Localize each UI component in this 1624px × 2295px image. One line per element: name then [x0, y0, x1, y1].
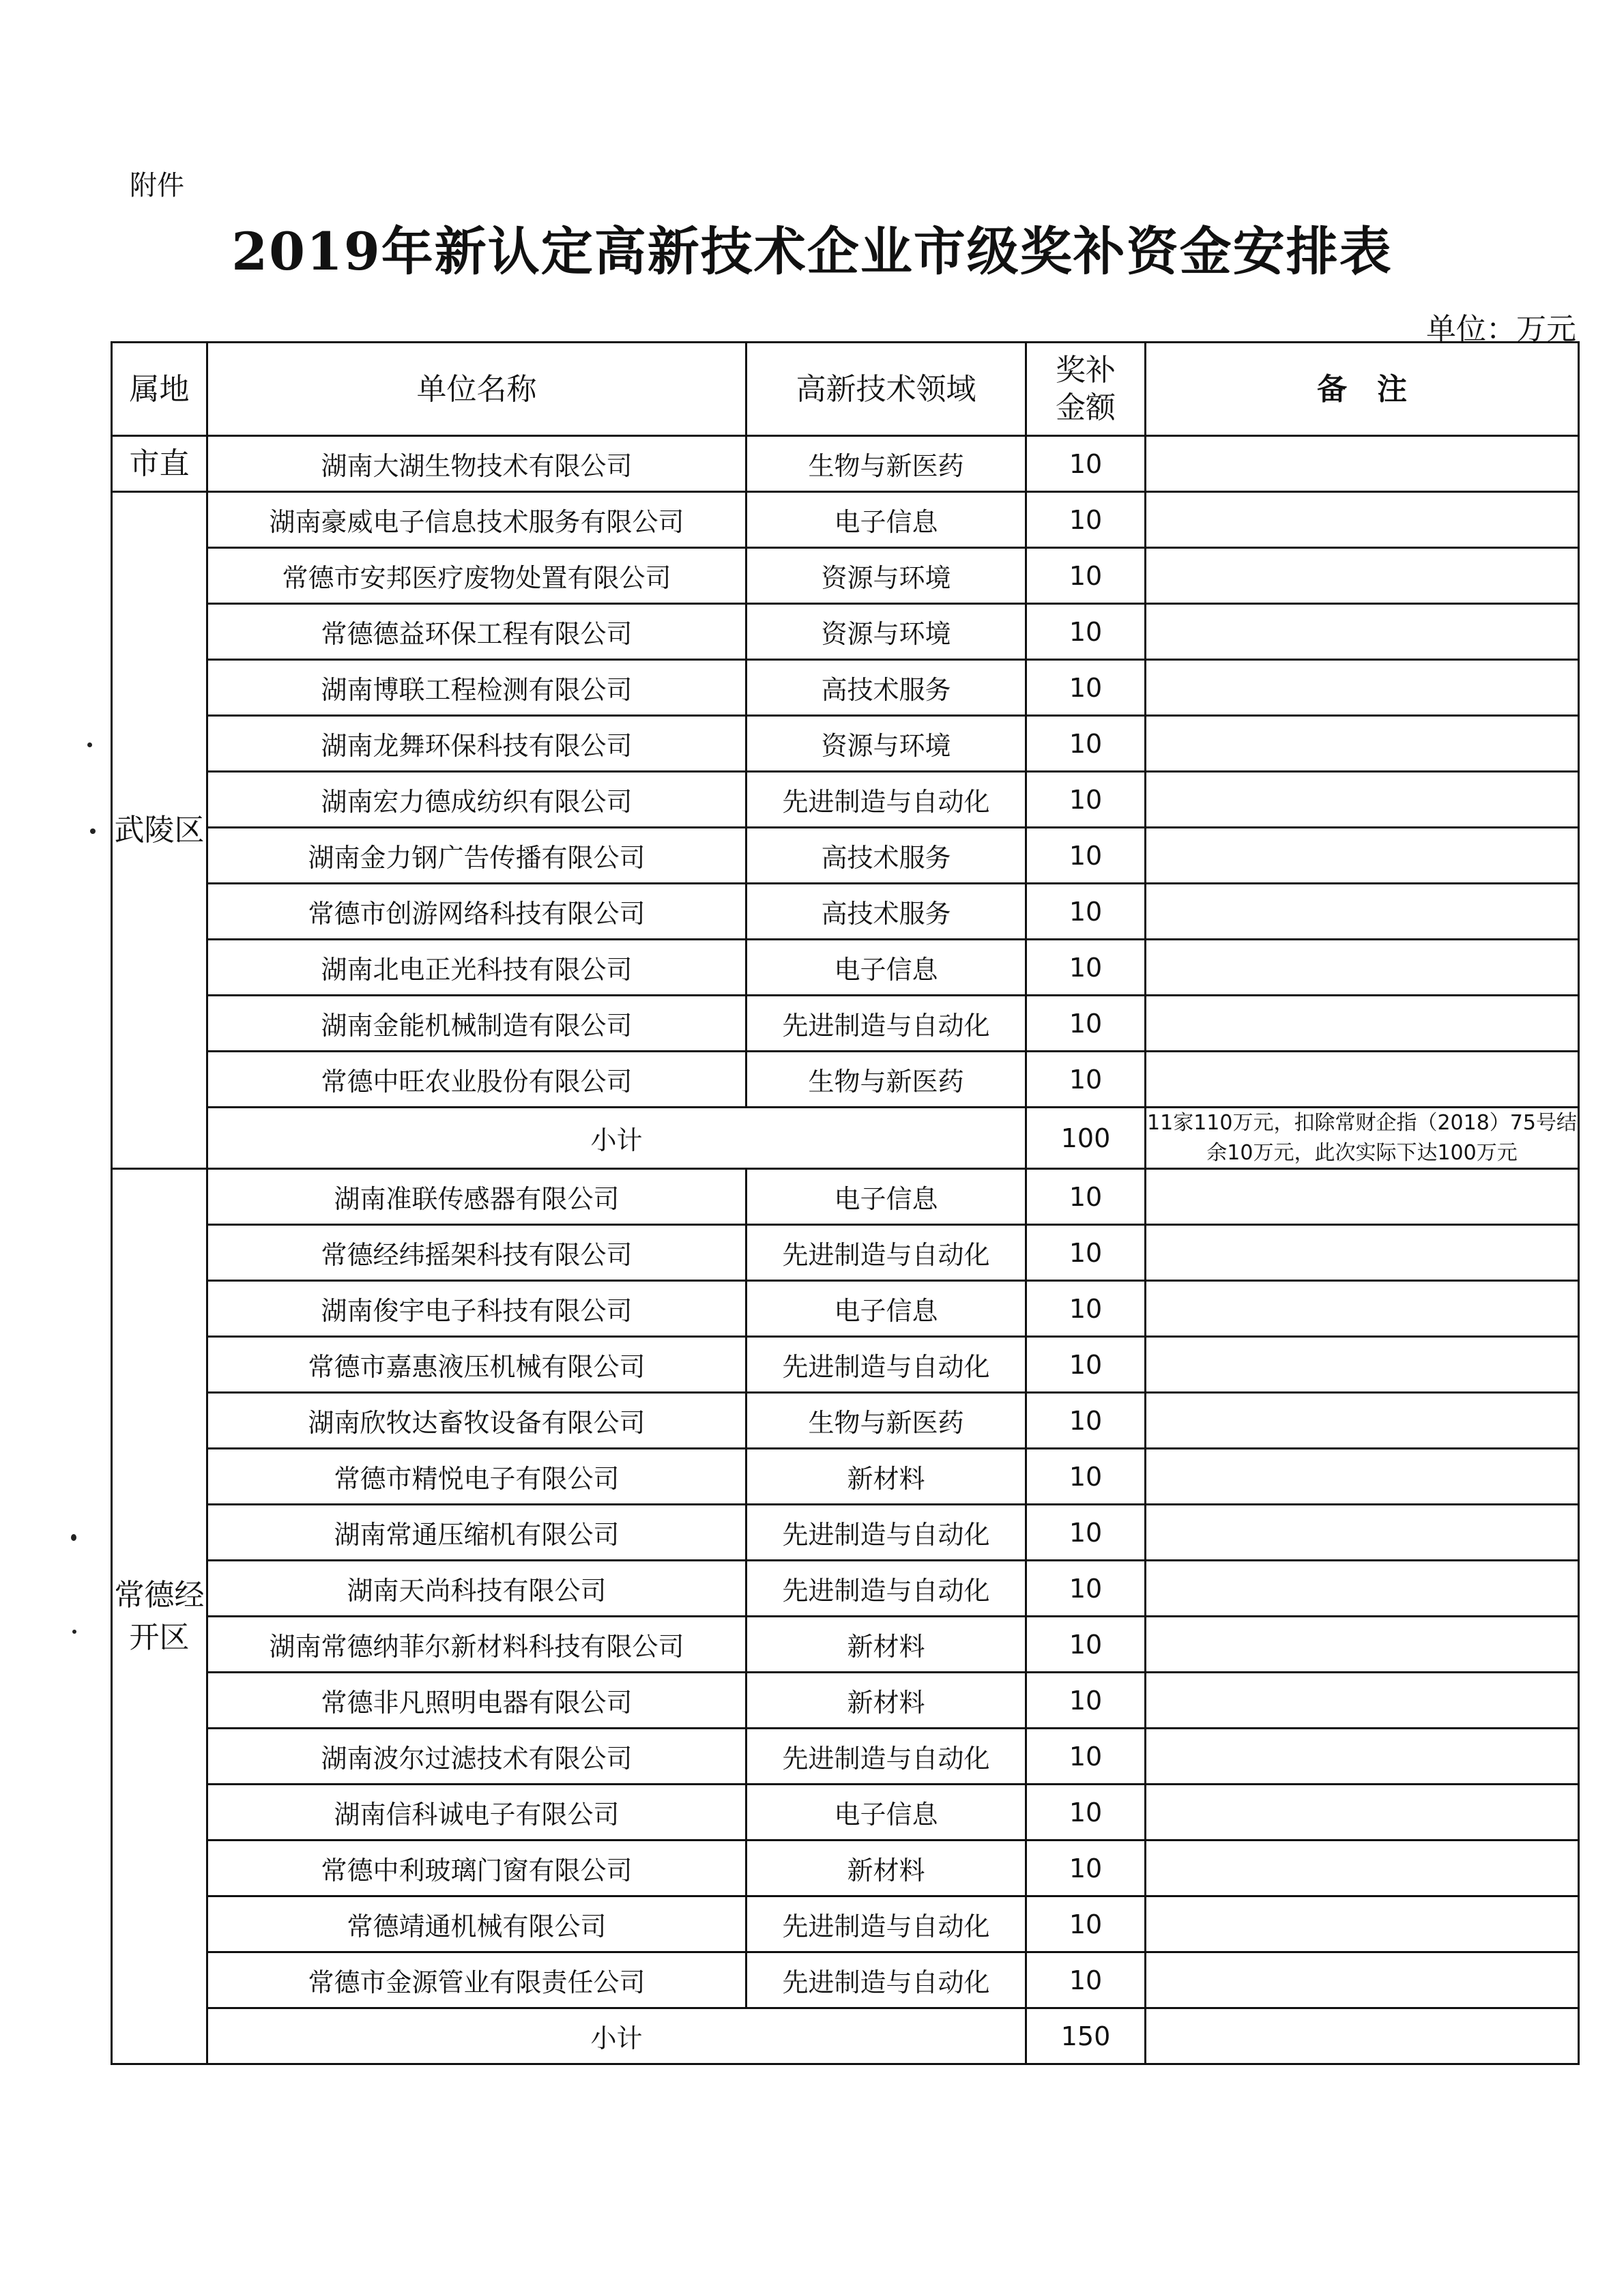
amount-cell: 10 [1026, 492, 1146, 548]
company-cell: 湖南金能机械制造有限公司 [207, 996, 746, 1052]
company-cell: 湖南天尚科技有限公司 [207, 1561, 746, 1617]
field-cell: 先进制造与自动化 [746, 1505, 1026, 1561]
column-header-amount [1026, 343, 1146, 436]
column-header-region: 属地 [112, 343, 207, 436]
amount-cell: 10 [1026, 436, 1146, 492]
remark-cell [1146, 1281, 1579, 1337]
table-row [112, 1561, 1579, 1617]
amount-cell: 10 [1026, 604, 1146, 660]
remark-cell [1146, 660, 1579, 716]
table-row [112, 1785, 1579, 1841]
table-row [112, 660, 1579, 716]
remark-cell [1146, 1393, 1579, 1449]
subtotal-row [112, 2008, 1579, 2064]
table-row [112, 1449, 1579, 1505]
amount-cell: 10 [1026, 716, 1146, 772]
table-row [112, 772, 1579, 828]
remark-cell [1146, 1729, 1579, 1785]
table-row [112, 884, 1579, 940]
company-cell: 湖南常通压缩机有限公司 [207, 1505, 746, 1561]
remark-cell [1146, 436, 1579, 492]
company-cell: 常德中旺农业股份有限公司 [207, 1052, 746, 1108]
table-row [112, 1052, 1579, 1108]
company-cell: 常德市安邦医疗废物处置有限公司 [207, 548, 746, 604]
scan-speck [71, 1534, 76, 1541]
amount-cell: 10 [1026, 1729, 1146, 1785]
field-cell: 资源与环境 [746, 716, 1026, 772]
table-row [112, 548, 1579, 604]
company-cell: 湖南信科诚电子有限公司 [207, 1785, 746, 1841]
amount-cell: 10 [1026, 1673, 1146, 1729]
remark-cell [1146, 940, 1579, 996]
company-cell: 湖南宏力德成纺织有限公司 [207, 772, 746, 828]
amount-cell: 10 [1026, 1785, 1146, 1841]
amount-cell: 10 [1026, 884, 1146, 940]
field-cell: 先进制造与自动化 [746, 1952, 1026, 2008]
remark-cell [1146, 884, 1579, 940]
company-cell: 湖南豪威电子信息技术服务有限公司 [207, 492, 746, 548]
field-cell: 先进制造与自动化 [746, 996, 1026, 1052]
scan-speck [72, 1630, 76, 1634]
scan-speck [90, 828, 96, 834]
amount-cell: 10 [1026, 1052, 1146, 1108]
company-cell: 常德中利玻璃门窗有限公司 [207, 1841, 746, 1896]
field-cell: 新材料 [746, 1841, 1026, 1896]
remark-cell [1146, 772, 1579, 828]
subsidy-table [111, 341, 1580, 2065]
remark-cell [1146, 1337, 1579, 1393]
remark-cell [1146, 1896, 1579, 1952]
table-row [112, 1673, 1579, 1729]
table-row [112, 1225, 1579, 1281]
field-cell: 高技术服务 [746, 884, 1026, 940]
company-cell: 常德靖通机械有限公司 [207, 1896, 746, 1952]
subtotal-label: 小计 [207, 2008, 1026, 2064]
company-cell: 湖南常德纳菲尔新材料科技有限公司 [207, 1617, 746, 1673]
table-row [112, 1841, 1579, 1896]
region-cell [112, 1169, 207, 2064]
table-row [112, 436, 1579, 492]
company-cell: 常德非凡照明电器有限公司 [207, 1673, 746, 1729]
table-row [112, 1281, 1579, 1337]
unit-label: 单位：万元 [1426, 312, 1576, 347]
table-row [112, 940, 1579, 996]
subtotal-remark [1146, 2008, 1579, 2064]
amount-cell: 10 [1026, 1337, 1146, 1393]
amount-cell: 10 [1026, 660, 1146, 716]
table-row [112, 604, 1579, 660]
company-cell: 湖南大湖生物技术有限公司 [207, 436, 746, 492]
remark-cell [1146, 1952, 1579, 2008]
table-row [112, 1393, 1579, 1449]
company-cell: 湖南北电正光科技有限公司 [207, 940, 746, 996]
table-row [112, 492, 1579, 548]
field-cell: 生物与新医药 [746, 436, 1026, 492]
field-cell: 新材料 [746, 1617, 1026, 1673]
remark-cell [1146, 492, 1579, 548]
company-cell: 常德市精悦电子有限公司 [207, 1449, 746, 1505]
amount-cell: 10 [1026, 1281, 1146, 1337]
amount-cell: 10 [1026, 1225, 1146, 1281]
table-row [112, 828, 1579, 884]
subtotal-amount: 100 [1026, 1108, 1146, 1169]
field-cell: 生物与新医药 [746, 1052, 1026, 1108]
remark-cell [1146, 1505, 1579, 1561]
remark-cell [1146, 1841, 1579, 1896]
amount-cell: 10 [1026, 940, 1146, 996]
company-cell: 常德德益环保工程有限公司 [207, 604, 746, 660]
field-cell: 先进制造与自动化 [746, 1337, 1026, 1393]
table-row [112, 1169, 1579, 1225]
amount-cell: 10 [1026, 1505, 1146, 1561]
field-cell: 电子信息 [746, 1281, 1026, 1337]
column-header-field: 高新技术领域 [746, 343, 1026, 436]
amount-cell: 10 [1026, 1561, 1146, 1617]
remark-cell [1146, 1785, 1579, 1841]
remark-cell [1146, 1052, 1579, 1108]
remark-cell [1146, 1617, 1579, 1673]
subtotal-row [112, 1108, 1579, 1169]
field-cell: 先进制造与自动化 [746, 1729, 1026, 1785]
amount-cell: 10 [1026, 1841, 1146, 1896]
table-header-row [112, 343, 1579, 436]
remark-cell [1146, 548, 1579, 604]
table-row [112, 1337, 1579, 1393]
amount-cell: 10 [1026, 828, 1146, 884]
remark-cell [1146, 996, 1579, 1052]
remark-cell [1146, 828, 1579, 884]
remark-cell [1146, 1169, 1579, 1225]
field-cell: 新材料 [746, 1673, 1026, 1729]
amount-cell: 10 [1026, 1393, 1146, 1449]
remark-cell [1146, 716, 1579, 772]
page-title: 2019年新认定高新技术企业市级奖补资金安排表 [231, 221, 1393, 282]
amount-cell: 10 [1026, 996, 1146, 1052]
field-cell: 新材料 [746, 1449, 1026, 1505]
field-cell: 资源与环境 [746, 548, 1026, 604]
field-cell: 先进制造与自动化 [746, 1561, 1026, 1617]
table-row [112, 1505, 1579, 1561]
subtotal-label: 小计 [207, 1108, 1026, 1169]
amount-cell: 10 [1026, 1449, 1146, 1505]
field-cell: 高技术服务 [746, 660, 1026, 716]
scan-speck [87, 742, 92, 747]
remark-cell [1146, 1225, 1579, 1281]
field-cell: 先进制造与自动化 [746, 1225, 1026, 1281]
remark-cell [1146, 1449, 1579, 1505]
remark-cell [1146, 1673, 1579, 1729]
field-cell: 电子信息 [746, 1785, 1026, 1841]
company-cell: 湖南龙舞环保科技有限公司 [207, 716, 746, 772]
table-row [112, 1952, 1579, 2008]
table-row [112, 716, 1579, 772]
amount-cell: 10 [1026, 1169, 1146, 1225]
field-cell: 先进制造与自动化 [746, 1896, 1026, 1952]
field-cell: 电子信息 [746, 940, 1026, 996]
table-row [112, 1896, 1579, 1952]
field-cell: 生物与新医药 [746, 1393, 1026, 1449]
region-cell: 武陵区 [112, 492, 207, 1169]
remark-cell [1146, 604, 1579, 660]
subtotal-amount: 150 [1026, 2008, 1146, 2064]
table-row [112, 996, 1579, 1052]
field-cell: 电子信息 [746, 492, 1026, 548]
amount-cell: 10 [1026, 772, 1146, 828]
company-cell: 湖南金力钢广告传播有限公司 [207, 828, 746, 884]
region-cell: 市直 [112, 436, 207, 492]
amount-cell: 10 [1026, 1617, 1146, 1673]
remark-cell [1146, 1561, 1579, 1617]
company-cell: 湖南波尔过滤技术有限公司 [207, 1729, 746, 1785]
column-header-company: 单位名称 [207, 343, 746, 436]
field-cell: 高技术服务 [746, 828, 1026, 884]
column-header-remark: 备 注 [1146, 343, 1579, 436]
column-header-amount-text: 奖补金额 [1055, 353, 1116, 425]
amount-cell: 10 [1026, 1896, 1146, 1952]
company-cell: 湖南准联传感器有限公司 [207, 1169, 746, 1225]
amount-cell: 10 [1026, 1952, 1146, 2008]
company-cell: 湖南俊宇电子科技有限公司 [207, 1281, 746, 1337]
table-row [112, 1617, 1579, 1673]
company-cell: 常德市创游网络科技有限公司 [207, 884, 746, 940]
subtotal-remark: 11家110万元，扣除常财企指（2018）75号结余10万元，此次实际下达100万元 [1146, 1108, 1579, 1169]
field-cell: 电子信息 [746, 1169, 1026, 1225]
table-row [112, 1729, 1579, 1785]
company-cell: 常德经纬摇架科技有限公司 [207, 1225, 746, 1281]
company-cell: 常德市嘉惠液压机械有限公司 [207, 1337, 746, 1393]
attachment-label: 附件 [130, 170, 184, 201]
company-cell: 湖南博联工程检测有限公司 [207, 660, 746, 716]
field-cell: 资源与环境 [746, 604, 1026, 660]
company-cell: 常德市金源管业有限责任公司 [207, 1952, 746, 2008]
region-cell-text: 常德经开区 [114, 1577, 205, 1655]
company-cell: 湖南欣牧达畜牧设备有限公司 [207, 1393, 746, 1449]
field-cell: 先进制造与自动化 [746, 772, 1026, 828]
amount-cell: 10 [1026, 548, 1146, 604]
